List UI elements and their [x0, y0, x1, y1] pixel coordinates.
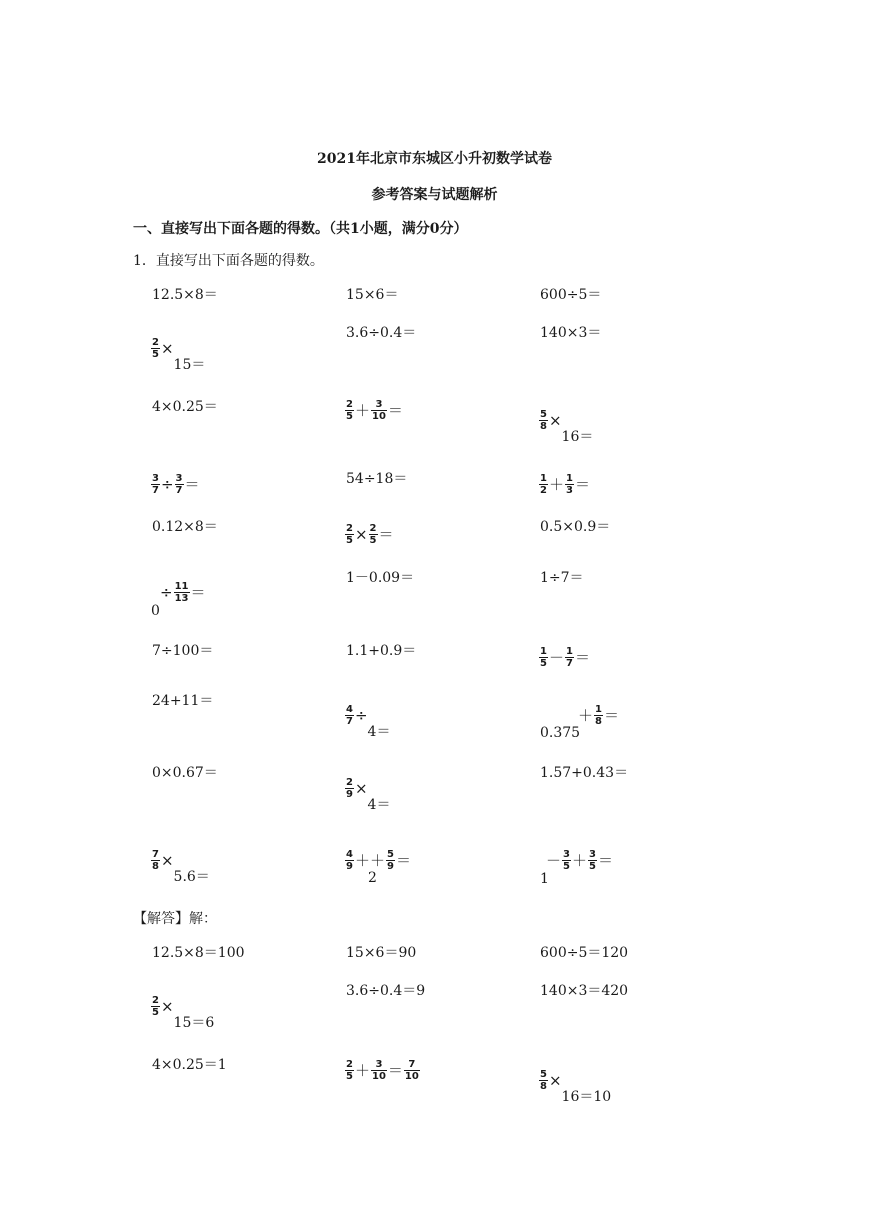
answer-5: 3.6÷0.4＝9	[346, 983, 426, 999]
problem-15: 0.5×0.9＝	[540, 519, 611, 535]
problem-18: 1÷7＝	[540, 570, 584, 586]
fraction: $\frac{2}{5}$	[369, 523, 377, 546]
fraction: $\frac{1}{3}$	[565, 473, 573, 496]
fraction: $\frac{7}{8}$	[152, 849, 159, 872]
problem-29: $\frac{4}{9}$ ＋＋ $\frac{5}{9}$ ＝	[346, 849, 411, 872]
fraction: $\frac{5}{8}$	[540, 1069, 547, 1092]
fraction: $\frac{1}{2}$	[540, 473, 547, 496]
fraction: $\frac{2}{5}$	[346, 1059, 353, 1082]
problem-26: $\frac{2}{9}$ ×4＝	[346, 777, 391, 813]
problem-14: $\frac{2}{5}$ × $\frac{2}{5}$ ＝	[346, 523, 394, 546]
answer-7: 4×0.25＝1	[152, 1057, 227, 1073]
answer-4: $\frac{2}{5}$ ×15＝6	[152, 995, 215, 1031]
problem-5: 3.6÷0.4＝	[346, 325, 417, 341]
problem-6: 140×3＝	[540, 325, 602, 341]
problem-30: － $\frac{3}{5}$ ＋ $\frac{3}{5}$ ＝	[546, 849, 613, 872]
problem-16: ÷ $\frac{11}{13}$ ＝	[160, 581, 206, 604]
problem-4: $\frac{2}{5}$ ×15＝	[152, 337, 206, 373]
fraction: $\frac{1}{5}$	[540, 646, 547, 669]
fraction: $\frac{2}{5}$	[152, 995, 159, 1018]
fraction: $\frac{11}{13}$	[174, 581, 189, 604]
fraction: $\frac{2}{5}$	[346, 399, 353, 422]
fraction: $\frac{7}{10}$	[404, 1059, 419, 1082]
fraction: $\frac{5}{9}$	[387, 849, 394, 872]
problem-8: $\frac{2}{5}$ ＋ $\frac{3}{10}$ ＝	[346, 399, 403, 422]
problem-24-lead: 0.375	[540, 725, 581, 741]
fraction: $\frac{1}{8}$	[595, 704, 602, 727]
problem-17: 1－0.09＝	[346, 570, 415, 586]
problem-16-lead: 0	[151, 603, 160, 619]
problem-21: $\frac{1}{5}$ － $\frac{1}{7}$ ＝	[540, 646, 590, 669]
problem-1: 12.5×8＝	[152, 287, 218, 303]
problem-25: 0×0.67＝	[152, 765, 218, 781]
problem-20: 1.1+0.9＝	[346, 643, 417, 659]
problem-3: 600÷5＝	[540, 287, 602, 303]
problem-19: 7÷100＝	[152, 643, 214, 659]
answer-8: $\frac{2}{5}$ ＋ $\frac{3}{10}$ ＝ $\frac{7}{10}$	[346, 1059, 419, 1082]
section-heading: 一、直接写出下面各题的得数。（共1小题，满分0分）	[133, 221, 468, 237]
fraction: $\frac{4}{7}$	[346, 704, 353, 727]
page-subtitle: 参考答案与试题解析	[371, 187, 498, 203]
problem-7: 4×0.25＝	[152, 399, 218, 415]
problem-27: 1.57+0.43＝	[540, 765, 629, 781]
problem-28: $\frac{7}{8}$ ×5.6＝	[152, 849, 210, 885]
fraction: $\frac{3}{10}$	[371, 1059, 386, 1082]
page-title: 2021年北京市东城区小升初数学试卷	[317, 151, 552, 167]
fraction: $\frac{2}{9}$	[346, 777, 353, 800]
problem-13: 0.12×8＝	[152, 519, 218, 535]
fraction: $\frac{3}{10}$	[371, 399, 386, 422]
answer-3: 600÷5＝120	[540, 945, 629, 961]
problem-29-mid: 2	[368, 870, 377, 886]
answer-6: 140×3＝420	[540, 983, 629, 999]
fraction: $\frac{2}{5}$	[152, 337, 159, 360]
problem-24: ＋ $\frac{1}{8}$ ＝	[578, 704, 619, 727]
fraction: $\frac{2}{5}$	[346, 523, 353, 546]
problem-2: 15×6＝	[346, 287, 399, 303]
fraction: $\frac{3}{7}$	[175, 473, 183, 496]
fraction: $\frac{5}{8}$	[540, 409, 547, 432]
answer-2: 15×6＝90	[346, 945, 417, 961]
answer-1: 12.5×8＝100	[152, 945, 245, 961]
problem-9: $\frac{5}{8}$ ×16＝	[540, 409, 594, 445]
problem-10: $\frac{3}{7}$ ÷ $\frac{3}{7}$ ＝	[152, 473, 200, 496]
answer-9: $\frac{5}{8}$ ×16＝10	[540, 1069, 612, 1105]
answer-heading: 【解答】解：	[133, 911, 217, 927]
problem-11: 54÷18＝	[346, 471, 408, 487]
fraction: $\frac{1}{7}$	[565, 646, 573, 669]
problem-22: 24+11＝	[152, 693, 214, 709]
fraction: $\frac{3}{5}$	[589, 849, 596, 872]
problem-30-lead: 1	[540, 871, 549, 887]
problem-12: $\frac{1}{2}$ ＋ $\frac{1}{3}$ ＝	[540, 473, 590, 496]
fraction: $\frac{4}{9}$	[346, 849, 353, 872]
fraction: $\frac{3}{5}$	[563, 849, 570, 872]
fraction: $\frac{3}{7}$	[152, 473, 159, 496]
problem-23: $\frac{4}{7}$ ÷4＝	[346, 704, 391, 740]
question-text: 1．直接写出下面各题的得数。	[133, 253, 324, 269]
